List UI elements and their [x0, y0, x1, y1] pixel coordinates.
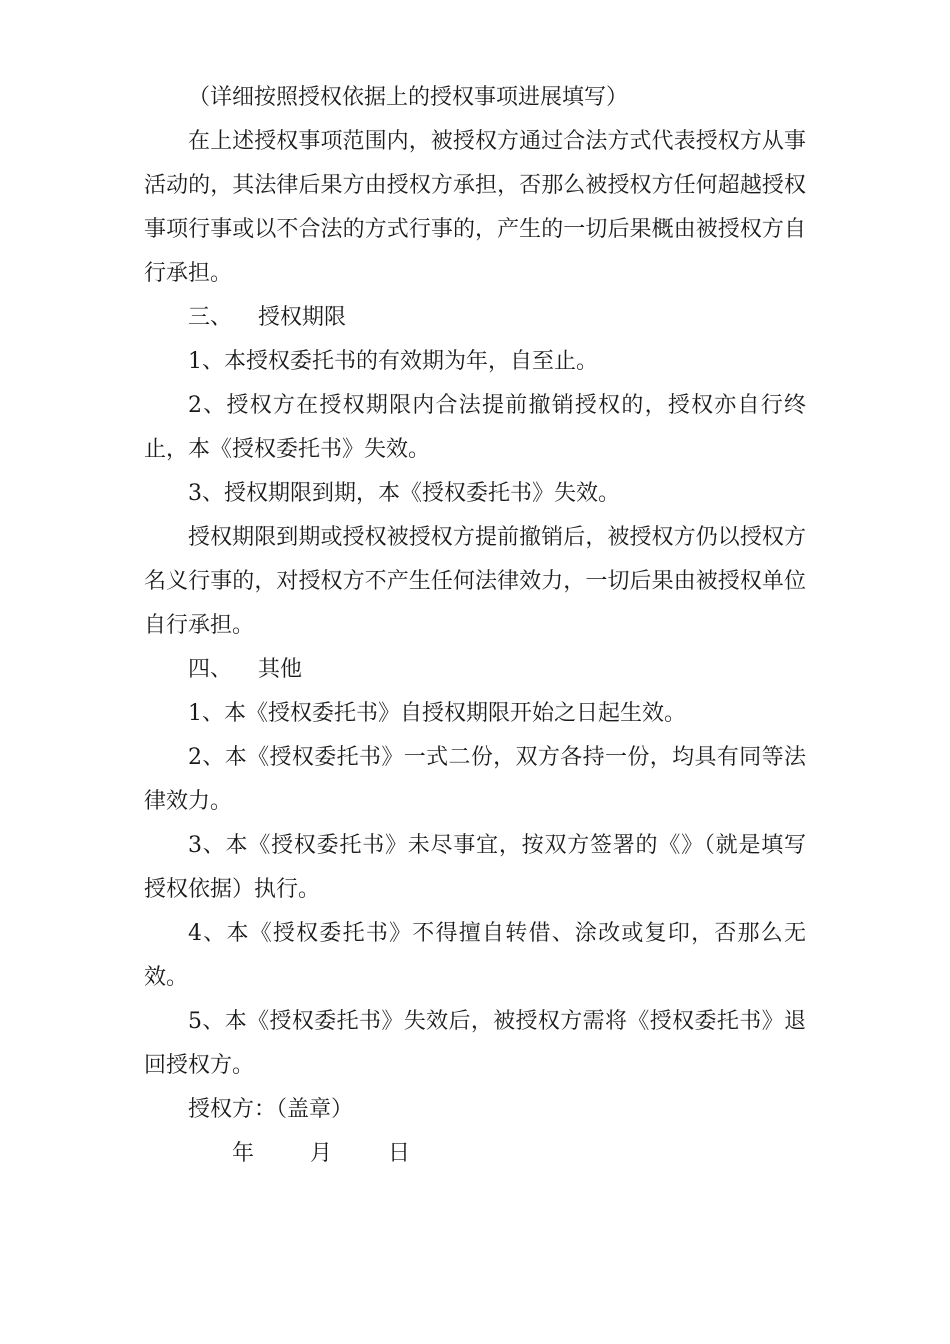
instruction-note: （详细按照授权依据上的授权事项进展填写） — [188, 85, 629, 110]
signer-line: 授权方：（盖章） — [188, 1097, 354, 1122]
section-number: 四、 — [188, 657, 233, 682]
legal-consequence-paragraph: 在上述授权事项范围内，被授权方通过合法方式代表授权方从事活动的，其法律后果方由授权方承担，否那么被授权方任何超越授权事项行事或以不合法的方式行事的，产生的一切后果概由被授权方自行承担。 — [144, 129, 806, 286]
clause-4-2: 2、本《授权委托书》一式二份，双方各持一份，均具有同等法律效力。 — [144, 745, 806, 814]
clause-4-4: 4、本《授权委托书》不得擅自转借、涂改或复印，否那么无效。 — [144, 921, 806, 990]
section-number: 三、 — [188, 305, 233, 330]
date-day: 日 — [388, 1141, 411, 1166]
clause-4-3: 3、本《授权委托书》未尽事宜，按双方签署的《》（就是填写授权依据）执行。 — [144, 833, 806, 902]
clause-4-1: 1、本《授权委托书》自授权期限开始之日起生效。 — [188, 701, 686, 726]
date-year: 年 — [232, 1141, 255, 1166]
clause-3-1: 1、本授权委托书的有效期为年，自至止。 — [188, 349, 598, 374]
document-page — [144, 76, 806, 1176]
clause-3-3: 3、授权期限到期，本《授权委托书》失效。 — [188, 481, 620, 506]
date-month: 月 — [310, 1141, 333, 1166]
section-heading-authorization-period — [144, 296, 806, 340]
clause-3-4: 授权期限到期或授权被授权方提前撤销后，被授权方仍以授权方名义行事的，对授权方不产生任何法律效力，一切后果由被授权单位自行承担。 — [144, 525, 806, 638]
section-title: 授权期限 — [258, 305, 347, 330]
date-line — [144, 1132, 806, 1176]
section-heading-other — [144, 648, 806, 692]
clause-4-5: 5、本《授权委托书》失效后，被授权方需将《授权委托书》退回授权方。 — [144, 1009, 806, 1078]
section-title: 其他 — [258, 657, 303, 682]
clause-3-2: 2、授权方在授权期限内合法提前撤销授权的，授权亦自行终止，本《授权委托书》失效。 — [144, 393, 806, 462]
